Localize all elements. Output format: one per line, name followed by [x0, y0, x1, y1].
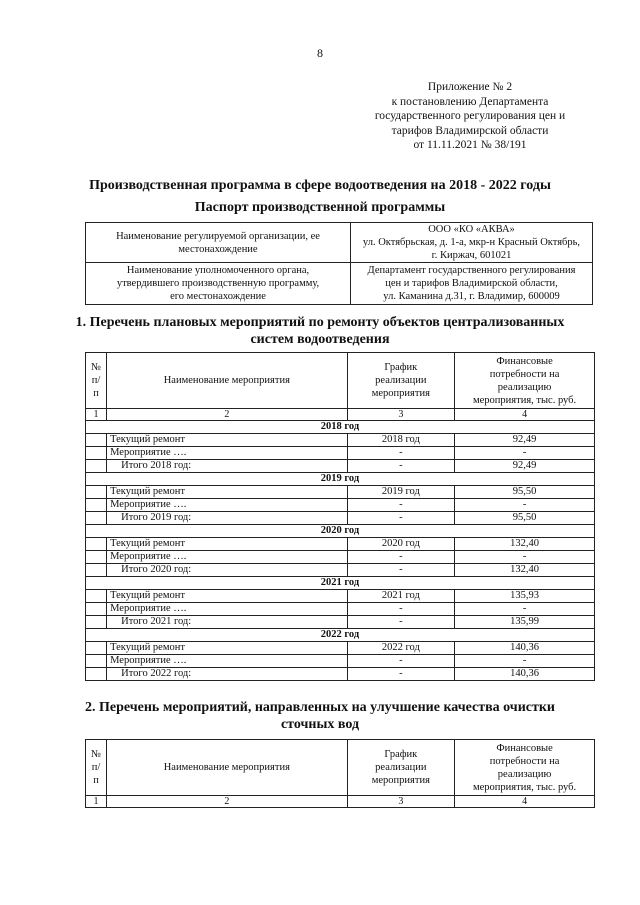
table-row — [86, 447, 595, 460]
col-schedule-header: График реализации мероприятия — [347, 353, 455, 409]
year-label: 2018 год — [86, 421, 595, 434]
col-schedule-header: График реализации мероприятия — [347, 740, 455, 796]
activity-cost: 135,93 — [455, 590, 595, 603]
passport-value: ООО «КО «АКВА» ул. Октябрьская, д. 1-а, мкр-н Красный Октябрь, г. Киржач, 601021 — [351, 223, 593, 263]
table-row — [86, 499, 595, 512]
table-row — [86, 616, 595, 629]
activity-name: Текущий ремонт — [107, 486, 347, 499]
activity-name: Текущий ремонт — [107, 642, 347, 655]
table-row — [86, 512, 595, 525]
table-row — [86, 590, 595, 603]
table-row — [86, 538, 595, 551]
activity-schedule: - — [347, 603, 455, 616]
activity-schedule: 2021 год — [347, 590, 455, 603]
col-finance-header: Финансовые потребности на реализацию мероприятия, тыс. руб. — [455, 740, 595, 796]
activity-cost: - — [455, 499, 595, 512]
activity-schedule: - — [347, 668, 455, 681]
activity-cost: 92,49 — [455, 434, 595, 447]
col-name-header: Наименование мероприятия — [107, 740, 347, 796]
row-number — [86, 434, 107, 447]
year-row — [86, 525, 595, 538]
table-row — [86, 460, 595, 473]
row-number — [86, 538, 107, 551]
row-number — [86, 447, 107, 460]
table-row — [86, 434, 595, 447]
table-row — [86, 486, 595, 499]
year-row — [86, 629, 595, 642]
activity-name: Текущий ремонт — [107, 538, 347, 551]
activity-cost: - — [455, 603, 595, 616]
passport-table — [85, 222, 593, 305]
table-row — [86, 603, 595, 616]
col-number-header: № п/п — [86, 740, 107, 796]
activity-cost: 132,40 — [455, 564, 595, 577]
row-number — [86, 551, 107, 564]
column-index: 2 — [107, 796, 347, 808]
activity-cost: 95,50 — [455, 486, 595, 499]
col-finance-header: Финансовые потребности на реализацию мероприятия, тыс. руб. — [455, 353, 595, 409]
passport-row — [86, 263, 593, 305]
appendix-line: государственного регулирования цен и — [374, 110, 566, 122]
row-number — [86, 590, 107, 603]
activity-name: Итого 2019 год: — [107, 512, 347, 525]
activity-schedule: - — [347, 551, 455, 564]
table-row — [86, 564, 595, 577]
activity-name: Итого 2020 год: — [107, 564, 347, 577]
activity-schedule: 2022 год — [347, 642, 455, 655]
activity-name: Мероприятие …. — [107, 551, 347, 564]
year-label: 2019 год — [86, 473, 595, 486]
column-index: 3 — [347, 796, 455, 808]
activity-schedule: - — [347, 655, 455, 668]
column-index: 4 — [455, 796, 595, 808]
col-name-header: Наименование мероприятия — [107, 353, 347, 409]
year-row — [86, 421, 595, 434]
year-label: 2022 год — [86, 629, 595, 642]
year-label: 2021 год — [86, 577, 595, 590]
activity-schedule: 2020 год — [347, 538, 455, 551]
table-row — [86, 655, 595, 668]
repair-plan-table — [85, 352, 595, 681]
column-index: 1 — [86, 409, 107, 421]
row-number — [86, 512, 107, 525]
passport-value: Департамент государственного регулирования цен и тарифов Владимирской области, ул. Каманина д.31, г. Владимир, 600009 — [351, 263, 593, 305]
activity-cost: - — [455, 447, 595, 460]
appendix-line: тарифов Владимирской области — [391, 124, 549, 137]
row-number — [86, 642, 107, 655]
passport-label: Наименование уполномоченного органа, утвердившего производственную программу, его местонахождение — [86, 263, 351, 305]
appendix-note — [360, 80, 580, 153]
activity-schedule: - — [347, 447, 455, 460]
table-row — [86, 551, 595, 564]
activity-schedule: - — [347, 564, 455, 577]
section1-title: 1. Перечень плановых мероприятий по ремонту объектов централизованных систем водоотведения — [75, 315, 565, 347]
activity-name: Текущий ремонт — [107, 590, 347, 603]
activity-schedule: - — [347, 512, 455, 525]
activity-cost: - — [455, 551, 595, 564]
activity-schedule: 2018 год — [347, 434, 455, 447]
activity-schedule: - — [347, 616, 455, 629]
row-number — [86, 603, 107, 616]
activity-name: Мероприятие …. — [107, 447, 347, 460]
table-row — [86, 642, 595, 655]
row-number — [86, 668, 107, 681]
passport-row — [86, 223, 593, 263]
document-title: Производственная программа в сфере водоотведения на 2018 - 2022 годы — [89, 178, 551, 193]
passport-label: Наименование регулируемой организации, ее местонахождение — [86, 223, 351, 263]
column-index-row — [86, 796, 595, 808]
activity-cost: 132,40 — [455, 538, 595, 551]
activity-cost: 140,36 — [455, 668, 595, 681]
activity-cost: 95,50 — [455, 512, 595, 525]
row-number — [86, 486, 107, 499]
activity-cost: 135,99 — [455, 616, 595, 629]
activity-name: Итого 2018 год: — [107, 460, 347, 473]
row-number — [86, 616, 107, 629]
column-index-row — [86, 409, 595, 421]
appendix-line: Приложение № 2 — [427, 81, 513, 93]
appendix-line: к постановлению Департамента — [391, 95, 549, 108]
activity-name: Текущий ремонт — [107, 434, 347, 447]
appendix-line: от 11.11.2021 № 38/191 — [413, 139, 527, 151]
activity-cost: 140,36 — [455, 642, 595, 655]
table-row — [86, 668, 595, 681]
activity-schedule: - — [347, 460, 455, 473]
row-number — [86, 655, 107, 668]
year-row — [86, 577, 595, 590]
table-header-row — [86, 353, 595, 409]
passport-title: Паспорт производственной программы — [194, 200, 446, 215]
column-index: 3 — [347, 409, 455, 421]
column-index: 4 — [455, 409, 595, 421]
col-number-header: № п/п — [86, 353, 107, 409]
activity-name: Мероприятие …. — [107, 603, 347, 616]
activity-name: Мероприятие …. — [107, 499, 347, 512]
section2-title: 2. Перечень мероприятий, направленных на улучшение качества очистки сточных вод — [84, 700, 555, 732]
activity-name: Итого 2021 год: — [107, 616, 347, 629]
year-label: 2020 год — [86, 525, 595, 538]
activity-schedule: 2019 год — [347, 486, 455, 499]
table-header-row — [86, 740, 595, 796]
column-index: 2 — [107, 409, 347, 421]
activity-cost: - — [455, 655, 595, 668]
activity-name: Мероприятие …. — [107, 655, 347, 668]
page-number: 8 — [317, 46, 323, 60]
column-index: 1 — [86, 796, 107, 808]
row-number — [86, 499, 107, 512]
row-number — [86, 564, 107, 577]
row-number — [86, 460, 107, 473]
activity-name: Итого 2022 год: — [107, 668, 347, 681]
wastewater-quality-table — [85, 739, 595, 808]
activity-cost: 92,49 — [455, 460, 595, 473]
activity-schedule: - — [347, 499, 455, 512]
year-row — [86, 473, 595, 486]
